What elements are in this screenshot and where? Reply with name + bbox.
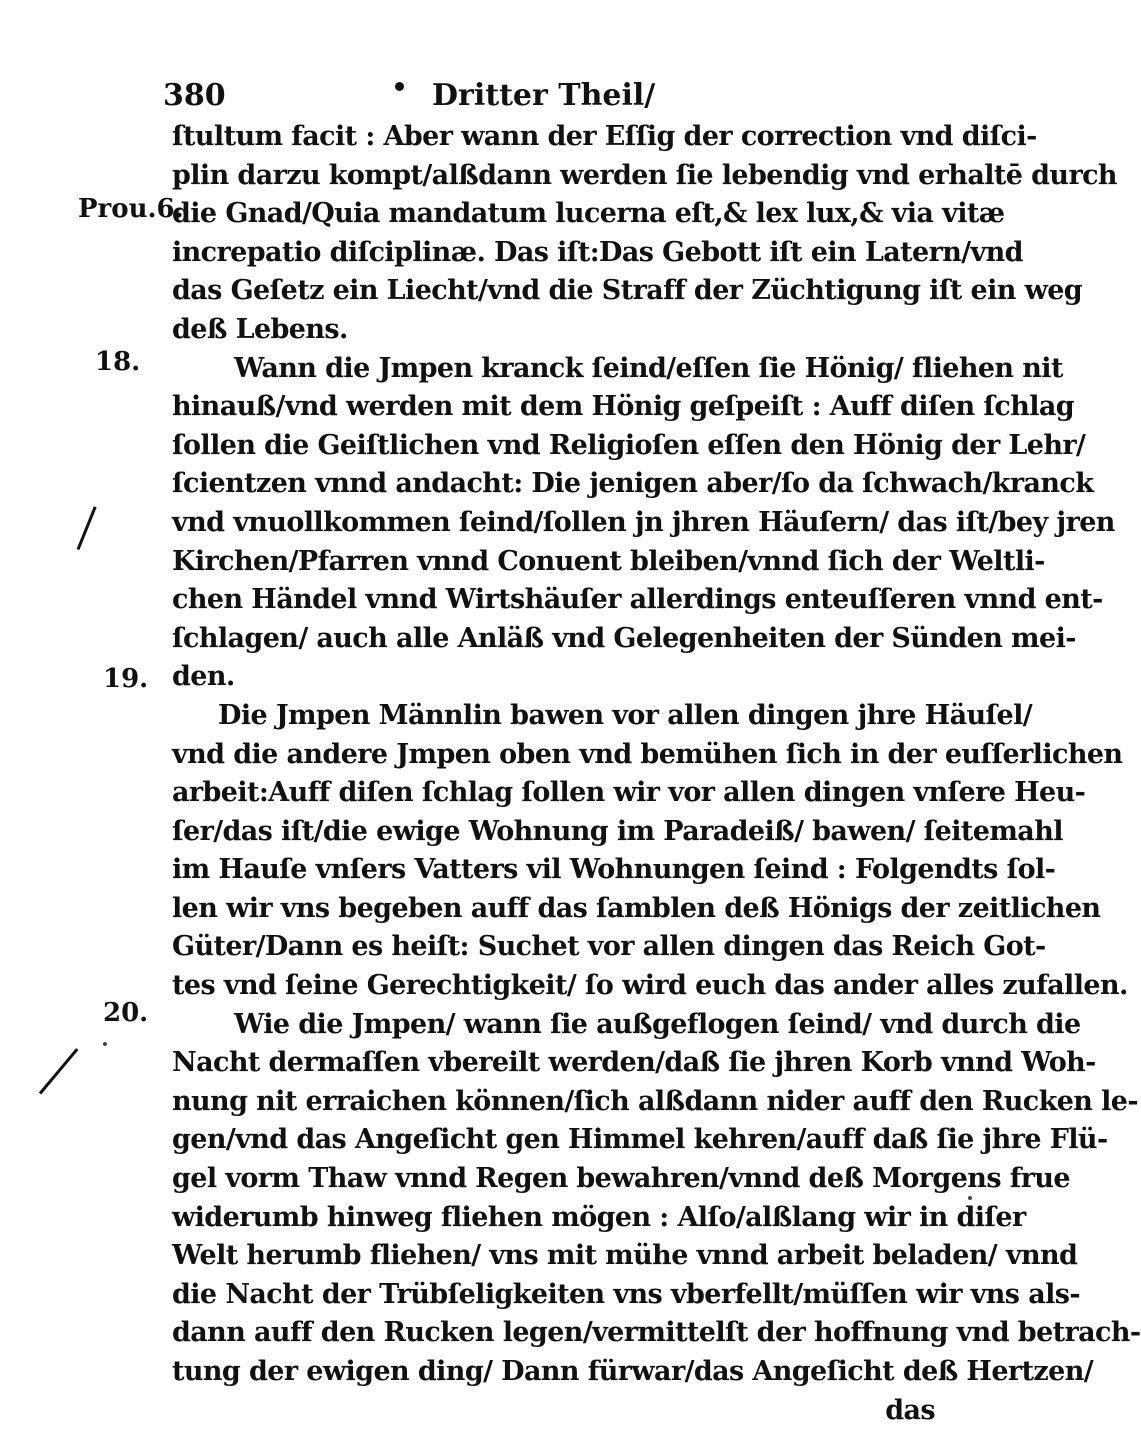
text-line: die Nacht der Trübſeligkeiten vns vberfellt/müſſen wir vns als- xyxy=(172,1278,1080,1310)
text-line: len wir vns begeben auff das ſamblen deß Hönigs der zeitlichen xyxy=(172,892,1101,924)
pen-mark-1 xyxy=(77,506,97,550)
text-line: increpatio diſciplinæ. Das iſt:Das Gebott iſt ein Latern/vnd xyxy=(172,236,1023,268)
header-dot xyxy=(395,82,404,91)
text-line: deß Lebens. xyxy=(172,313,348,345)
ink-speck xyxy=(968,1196,972,1200)
text-line: vnd vnuollkommen ſeind/ſollen jn jhren Häuſern/ das iſt/bey jren xyxy=(172,506,1115,538)
running-title: Dritter Theil/ xyxy=(432,78,656,113)
margin-note-18: 18. xyxy=(95,347,141,377)
text-line: Wann die Jmpen kranck ſeind/eſſen ſie Hönig/ fliehen nit xyxy=(234,352,1063,384)
text-line: tung der ewigen ding/ Dann fürwar/das Angeſicht deß Hertzen/ xyxy=(172,1356,1094,1387)
text-line: chen Händel vnnd Wirtshäuſer allerdings enteuſſeren vnnd ent- xyxy=(172,584,1103,616)
catchword: das xyxy=(885,1394,935,1426)
text-line: ſer/das iſt/die ewige Wohnung im Paradeiß/ bawen/ ſeitemahl xyxy=(172,815,1063,847)
text-line: plin darzu kompt/alßdann werden ſie lebendig vnd erhaltē durch xyxy=(172,159,1117,191)
page-number: 380 xyxy=(163,78,226,113)
text-line: Die Jmpen Männlin bawen vor allen dingen jhre Häuſel/ xyxy=(218,699,1033,731)
body-text xyxy=(172,118,1141,1430)
text-line: ſtultum facit : Aber wann der Eſſig der correction vnd diſci- xyxy=(172,121,1037,152)
text-line: widerumb hinweg fliehen mögen : Alſo/alßlang wir in diſer xyxy=(172,1201,1026,1233)
text-line: den. xyxy=(172,661,235,693)
pen-mark-2 xyxy=(39,1048,79,1094)
text-line: Welt herumb fliehen/ vns mit mühe vnnd arbeit beladen/ vnnd xyxy=(172,1240,1078,1272)
text-line: die Gnad/Quia mandatum lucerna eſt,& lex lux,& via vitæ xyxy=(172,198,1005,230)
text-line: gel vorm Thaw vnnd Regen bewahren/vnnd deß Morgens frue xyxy=(172,1163,1070,1195)
text-line: arbeit:Auff diſen ſchlag ſollen wir vor allen dingen vnſere Heu- xyxy=(172,777,1086,809)
text-line: Kirchen/Pfarren vnnd Conuent bleiben/vnnd ſich der Weltli- xyxy=(172,545,1045,577)
ink-speck xyxy=(103,1042,107,1046)
text-line: Güter/Dann es heiſt: Suchet vor allen dingen das Reich Got- xyxy=(172,931,1046,963)
text-line: ſollen die Geiſtlichen vnd Religioſen eſſen den Hönig der Lehr/ xyxy=(172,429,1086,461)
text-line: vnd die andere Jmpen oben vnd bemühen ſich in der euſſerlichen xyxy=(172,738,1123,770)
text-line: gen/vnd das Angeſicht gen Himmel kehren/auff daß ſie jhre Flü- xyxy=(172,1124,1108,1156)
text-line: nung nit erraichen können/ſich alßdann nider auff den Rucken le- xyxy=(172,1085,1138,1117)
text-line: dann auff den Rucken legen/vermittelſt der hoffnung vnd betrach- xyxy=(172,1317,1141,1349)
margin-note-prov: Prou.6. xyxy=(78,194,184,224)
text-line: tes vnd ſeine Gerechtigkeit/ ſo wird euch das ander alles zufallen. xyxy=(172,970,1128,1002)
text-line: das Geſetz ein Liecht/vnd die Straff der Züchtigung iſt ein weg xyxy=(172,275,1083,307)
margin-note-20: 20. xyxy=(103,998,149,1028)
page-header xyxy=(0,78,1000,118)
margin-note-19: 19. xyxy=(103,664,149,694)
text-line: ſcientzen vnnd andacht: Die jenigen aber/ſo da ſchwach/kranck xyxy=(172,468,1094,500)
text-line: im Hauſe vnſers Vatters vil Wohnungen ſeind : Folgendts ſol- xyxy=(172,854,1056,886)
text-line: hinauß/vnd werden mit dem Hönig geſpeiſt : Auff diſen ſchlag xyxy=(172,391,1075,423)
text-line: Nacht dermaſſen vbereilt werden/daß ſie jhren Korb vnnd Woh- xyxy=(172,1047,1096,1079)
text-line: Wie die Jmpen/ wann ſie außgeflogen ſeind/ vnd durch die xyxy=(234,1008,1081,1040)
text-line: ſchlagen/ auch alle Anläß vnd Gelegenheiten der Sünden mei- xyxy=(172,622,1076,654)
